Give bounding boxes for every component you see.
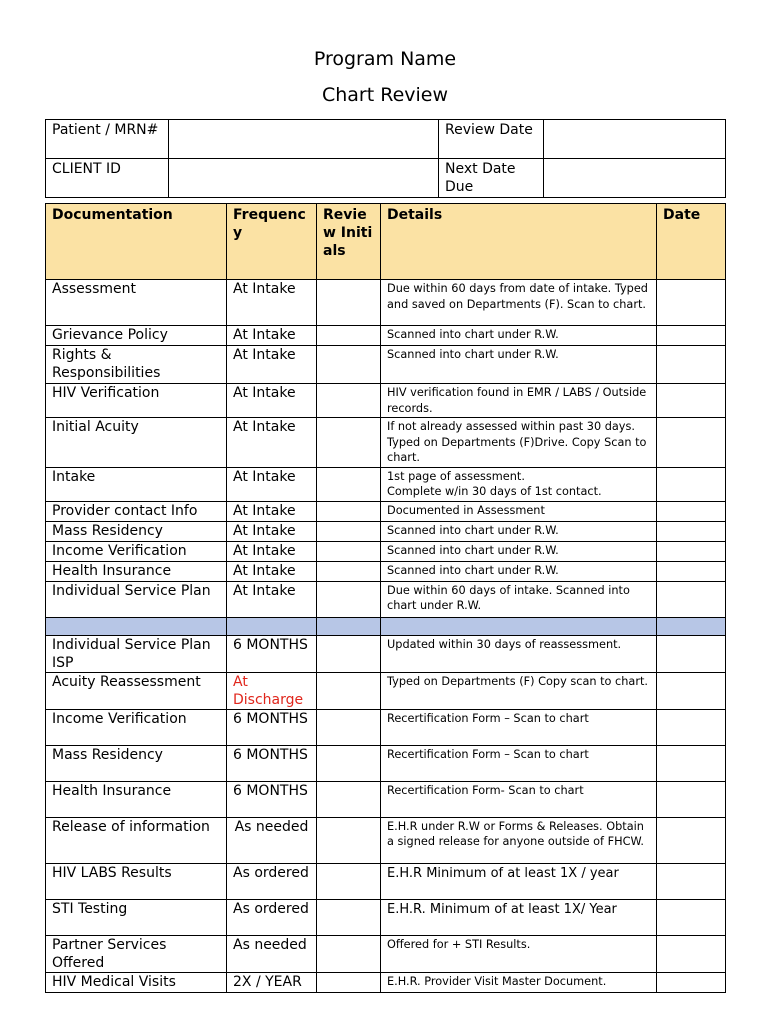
date-cell[interactable] xyxy=(657,280,726,326)
details-cell: Due within 60 days from date of intake. Typed and saved on Departments (F). Scan to chart. xyxy=(381,280,657,326)
review-initials-cell[interactable] xyxy=(317,561,381,581)
date-cell[interactable] xyxy=(657,635,726,672)
next-date-field[interactable] xyxy=(544,159,726,198)
table-row xyxy=(46,280,726,326)
review-initials-cell[interactable] xyxy=(317,467,381,501)
review-date-label: Review Date xyxy=(439,120,544,159)
frequency-cell: 2X / YEAR xyxy=(227,972,317,992)
client-id-label: CLIENT ID xyxy=(46,159,169,198)
frequency-cell: 6 MONTHS xyxy=(227,745,317,781)
table-row xyxy=(46,781,726,817)
table-row xyxy=(46,635,726,672)
table-row xyxy=(46,863,726,899)
details-line: Complete w/in 30 days of 1st contact. xyxy=(387,485,602,498)
details-cell: Scanned into chart under R.W. xyxy=(381,326,657,346)
doc-cell: Income Verification xyxy=(46,541,227,561)
review-initials-cell[interactable] xyxy=(317,672,381,709)
table-row xyxy=(46,418,726,468)
doc-cell: Rights & Responsibilities xyxy=(46,346,227,384)
section-divider-row xyxy=(46,617,726,635)
details-line: 1st page of assessment. xyxy=(387,469,525,483)
review-initials-cell[interactable] xyxy=(317,541,381,561)
review-initials-cell[interactable] xyxy=(317,346,381,384)
details-cell: Scanned into chart under R.W. xyxy=(381,561,657,581)
doc-cell: Health Insurance xyxy=(46,781,227,817)
doc-cell: Mass Residency xyxy=(46,745,227,781)
date-cell[interactable] xyxy=(657,672,726,709)
table-row xyxy=(46,817,726,863)
details-cell xyxy=(381,467,657,501)
date-cell[interactable] xyxy=(657,501,726,521)
table-row xyxy=(46,972,726,992)
table-row xyxy=(46,709,726,745)
review-initials-cell[interactable] xyxy=(317,745,381,781)
frequency-cell: At Intake xyxy=(227,561,317,581)
date-cell[interactable] xyxy=(657,745,726,781)
frequency-cell: At Intake xyxy=(227,501,317,521)
patient-info-table xyxy=(45,119,726,198)
col-details: Details xyxy=(381,204,657,280)
col-review-initials: Review Initials xyxy=(317,204,381,280)
col-documentation: Documentation xyxy=(46,204,227,280)
date-cell[interactable] xyxy=(657,467,726,501)
doc-cell: HIV Medical Visits xyxy=(46,972,227,992)
doc-cell: Health Insurance xyxy=(46,561,227,581)
date-cell[interactable] xyxy=(657,972,726,992)
doc-cell: Income Verification xyxy=(46,709,227,745)
details-cell: Scanned into chart under R.W. xyxy=(381,346,657,384)
details-cell: Typed on Departments (F) Copy scan to chart. xyxy=(381,672,657,709)
review-initials-cell[interactable] xyxy=(317,709,381,745)
date-cell[interactable] xyxy=(657,521,726,541)
col-date: Date xyxy=(657,204,726,280)
frequency-cell: 6 MONTHS xyxy=(227,635,317,672)
table-row xyxy=(46,561,726,581)
doc-cell: HIV Verification xyxy=(46,384,227,418)
table-header-row xyxy=(46,204,726,280)
review-initials-cell[interactable] xyxy=(317,418,381,468)
doc-cell: STI Testing xyxy=(46,899,227,935)
review-initials-cell[interactable] xyxy=(317,781,381,817)
frequency-cell: At Intake xyxy=(227,581,317,617)
date-cell[interactable] xyxy=(657,581,726,617)
table-row xyxy=(46,501,726,521)
date-cell[interactable] xyxy=(657,817,726,863)
patient-mrn-field[interactable] xyxy=(169,120,439,159)
frequency-cell: As ordered xyxy=(227,863,317,899)
table-row xyxy=(46,745,726,781)
frequency-cell: At Intake xyxy=(227,418,317,468)
frequency-cell: At Intake xyxy=(227,280,317,326)
frequency-cell: At Intake xyxy=(227,467,317,501)
table-row xyxy=(46,326,726,346)
review-initials-cell[interactable] xyxy=(317,935,381,972)
review-initials-cell[interactable] xyxy=(317,521,381,541)
date-cell[interactable] xyxy=(657,781,726,817)
frequency-cell: At Discharge xyxy=(227,672,317,709)
frequency-cell: 6 MONTHS xyxy=(227,781,317,817)
details-cell: Offered for + STI Results. xyxy=(381,935,657,972)
program-name-title: Program Name xyxy=(313,48,457,70)
date-cell[interactable] xyxy=(657,709,726,745)
doc-cell: Individual Service Plan ISP xyxy=(46,635,227,672)
review-initials-cell[interactable] xyxy=(317,326,381,346)
date-cell[interactable] xyxy=(657,863,726,899)
doc-cell: Release of information xyxy=(46,817,227,863)
review-initials-cell[interactable] xyxy=(317,899,381,935)
doc-cell: Provider contact Info xyxy=(46,501,227,521)
client-id-field[interactable] xyxy=(169,159,439,198)
frequency-cell: As needed xyxy=(227,817,317,863)
review-initials-cell[interactable] xyxy=(317,972,381,992)
date-cell[interactable] xyxy=(657,326,726,346)
frequency-cell: At Intake xyxy=(227,384,317,418)
doc-cell: Grievance Policy xyxy=(46,326,227,346)
table-row xyxy=(46,541,726,561)
details-cell: Updated within 30 days of reassessment. xyxy=(381,635,657,672)
patient-mrn-label: Patient / MRN# xyxy=(46,120,169,159)
details-cell: Scanned into chart under R.W. xyxy=(381,541,657,561)
date-cell[interactable] xyxy=(657,935,726,972)
col-frequency: Frequency xyxy=(227,204,317,280)
table-row xyxy=(46,935,726,972)
frequency-cell: As needed xyxy=(227,935,317,972)
table-row xyxy=(46,467,726,501)
doc-cell: Partner Services Offered xyxy=(46,935,227,972)
doc-cell: Initial Acuity xyxy=(46,418,227,468)
date-cell[interactable] xyxy=(657,418,726,468)
doc-cell: HIV LABS Results xyxy=(46,863,227,899)
doc-cell: Individual Service Plan xyxy=(46,581,227,617)
table-row xyxy=(46,899,726,935)
review-initials-cell[interactable] xyxy=(317,501,381,521)
review-initials-cell[interactable] xyxy=(317,635,381,672)
doc-cell: Assessment xyxy=(46,280,227,326)
doc-cell: Acuity Reassessment xyxy=(46,672,227,709)
chart-review-table xyxy=(45,203,726,993)
details-cell: Recertification Form- Scan to chart xyxy=(381,781,657,817)
next-date-label: Next Date Due xyxy=(439,159,544,198)
review-initials-cell[interactable] xyxy=(317,863,381,899)
details-cell: E.H.R. Minimum of at least 1X/ Year xyxy=(381,899,657,935)
details-cell: Due within 60 days of intake. Scanned into chart under R.W. xyxy=(381,581,657,617)
table-row xyxy=(46,346,726,384)
frequency-cell: At Intake xyxy=(227,326,317,346)
details-cell: E.H.R Minimum of at least 1X / year xyxy=(381,863,657,899)
details-cell: Scanned into chart under R.W. xyxy=(381,521,657,541)
date-cell[interactable] xyxy=(657,899,726,935)
details-cell: HIV verification found in EMR / LABS / Outside records. xyxy=(381,384,657,418)
date-cell[interactable] xyxy=(657,561,726,581)
frequency-cell: At Intake xyxy=(227,541,317,561)
details-cell: E.H.R. Provider Visit Master Document. xyxy=(381,972,657,992)
date-cell[interactable] xyxy=(657,384,726,418)
date-cell[interactable] xyxy=(657,346,726,384)
doc-cell: Mass Residency xyxy=(46,521,227,541)
frequency-cell: At Intake xyxy=(227,521,317,541)
review-initials-cell[interactable] xyxy=(317,817,381,863)
details-cell: Recertification Form – Scan to chart xyxy=(381,745,657,781)
doc-cell: Intake xyxy=(46,467,227,501)
chart-review-title: Chart Review xyxy=(321,84,449,106)
table-row xyxy=(46,672,726,709)
review-initials-cell[interactable] xyxy=(317,581,381,617)
details-cell: Documented in Assessment xyxy=(381,501,657,521)
table-row xyxy=(46,521,726,541)
details-cell: If not already assessed within past 30 days. Typed on Departments (F)Drive. Copy Scan to chart. xyxy=(381,418,657,468)
review-date-field[interactable] xyxy=(544,120,726,159)
details-cell: E.H.R under R.W or Forms & Releases. Obtain a signed release for anyone outside of FHCW. xyxy=(381,817,657,863)
frequency-cell: As ordered xyxy=(227,899,317,935)
review-initials-cell[interactable] xyxy=(317,384,381,418)
date-cell[interactable] xyxy=(657,541,726,561)
review-initials-cell[interactable] xyxy=(317,280,381,326)
table-row xyxy=(46,384,726,418)
frequency-cell: 6 MONTHS xyxy=(227,709,317,745)
frequency-cell: At Intake xyxy=(227,346,317,384)
table-row xyxy=(46,581,726,617)
details-cell: Recertification Form – Scan to chart xyxy=(381,709,657,745)
